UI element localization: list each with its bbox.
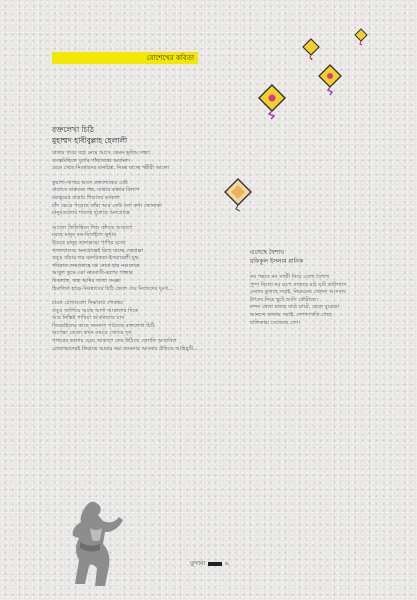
poem-author: মুহাম্মদ হাবীবুল্লাহ হেলালী [52,136,128,145]
poem-stanza [52,300,198,353]
kite-icon [302,38,320,60]
poem-line: অপেক্ষা কেবল কখন নামবে খোদার দূত [52,330,132,337]
poem-stanza [52,150,198,173]
poem-line: বিকলাঙ্গ, অন্ধ ধ্বনির তালা সংজ্ঞা [52,277,121,284]
poem-title: এসেছে বৈশাখ [250,249,284,256]
poem-line: মরুভূমের যাত্রায় শিশুদের কংকাল [52,194,120,201]
poem-line: বালিকারা সেজেছে বেশ। [250,319,300,326]
poem-line: আনন্দে জানায় সবাই, দেশগণগতি গেছে [250,311,332,318]
poem-line: মানুষগুলোর শবদেহ দুলেছে অন্যপ্রান্তে [52,210,130,217]
poem-line: আবুল তুমে এরা নামবাসী-রূপের গান্ধার [52,270,133,277]
magazine-name: তুন্দানা [190,561,206,567]
poem-stanza [250,274,347,327]
poem-stanza [52,180,198,218]
poem-line: চারক চোখগুলো নিভাবার শোকশ্বর [52,300,123,307]
poem-heading [52,124,127,146]
poem-line: গবিরাত জনপ্রবাহে মগ্ন দোরা হায় নগুদোরা [52,262,140,269]
poem-line: বসন্তমিছিলে দুর্গের গাঁজাতন্ত্রা আর্তনাদ [52,157,131,164]
poem-line: নন্দন খেলা চলছে মাঠে ঘাটে, ছেলে বুড়োরা [250,304,340,311]
poem-line: গাজাবাসের অন্যপ্রান্তেই মিশে যাচ্ছে দেহপ্রভা [52,247,144,254]
poem-line: মরছে মানুষ বক-মিসাইলে ক্ষুধায় [52,232,117,239]
footer-bar [208,562,222,566]
poem-line: আর নিস্তিষ্ট পাষিয়া আর্তনাদের ঘাস [52,315,125,322]
poem-line: যেমে গেছে নিঃশ্বাসের মানচিত্র, নিঃস্ব যাচ্ছে শরীরী আলো [52,165,169,172]
poem-title: রক্তলেখা চিঠি [52,125,94,134]
poem-line: হিমালিত হাড়ে-নিঃশ্বাসের চিঠি ফেলে দেয় নিজেদের দুঃখ... [52,285,173,292]
kite-icon [318,64,342,96]
poem-line: তবুও জাগিয়ে আছে আশা আকাশের দিকে [52,307,139,314]
poem-line: চাঁদ ভেঙে পড়েছে তাঁরা আর কেউ বলা কথা জোনাকা [52,202,162,209]
section-banner [52,52,198,64]
statue-illustration [66,498,126,598]
kite-icon [224,178,252,214]
page-number: ৬ [225,561,229,567]
poem-author: রফিকুল ইসলাম মানিক [250,258,304,265]
poem-body [52,150,198,360]
poem-line: পুষ্প নিলো নব রূপে সাজছে মাঠ ঘাট ডালিগাস [250,281,347,288]
poem-line: বাতাসে বারুদের গন্ধ, তারায় কান্নার বিলাপ [52,187,140,194]
poem-line: জিবরাইলের কাছে জননাগ পাঠাচ্ছে রক্তলেখা চিঠি [52,322,155,329]
poem-line: কুয়াশা-সাগরে ভাসে রক্তশোকের ঢেউ [52,179,128,186]
poem-line: প্রেতাত্মাদেরই ফিরাতে আমার নয়া জমানার আবদায় উদিতে আহিয়ুটি... [52,345,198,352]
kite-icon [258,84,286,120]
poem-line: তবুও বাঁচার দায় মানবিকতা-ইসরায়েলী যুদ্ধ [52,255,139,262]
section-title: বোশেখের কবিতা [146,54,194,62]
poem-line: উড়ছে মানুষ ডানাভাঙা পাখির মতো [52,239,126,246]
poem-line: আজো ফিলিস্তিনে শিশু কাঁদছে আকাশে [52,224,133,231]
poem-line: উৎসব নিয়ে ছুটে আসি কৌটাতে। [250,296,318,303]
poem-body [250,274,347,334]
poem-stanza [52,225,198,293]
poem-line: মেলার ঝুলছে সবাই, নিয়মনের খেলনা আসবাব [250,289,346,296]
poem-heading [250,248,303,266]
kite-icon [354,28,368,46]
poem-line: ঢাকায় গাঙা বহে নেমে আসে কেমন ভূতিম সন্ধ্যা [52,150,151,156]
poem-line: নব পল্লবে নব সাজী নিয়ে এলো বৈশাখ [250,274,330,280]
poem-line: পাথরের ভালার চেয়ে আকাশে ফের উঠিতে জ্যোতি আবাবিল [52,338,177,345]
page-footer [190,561,229,569]
